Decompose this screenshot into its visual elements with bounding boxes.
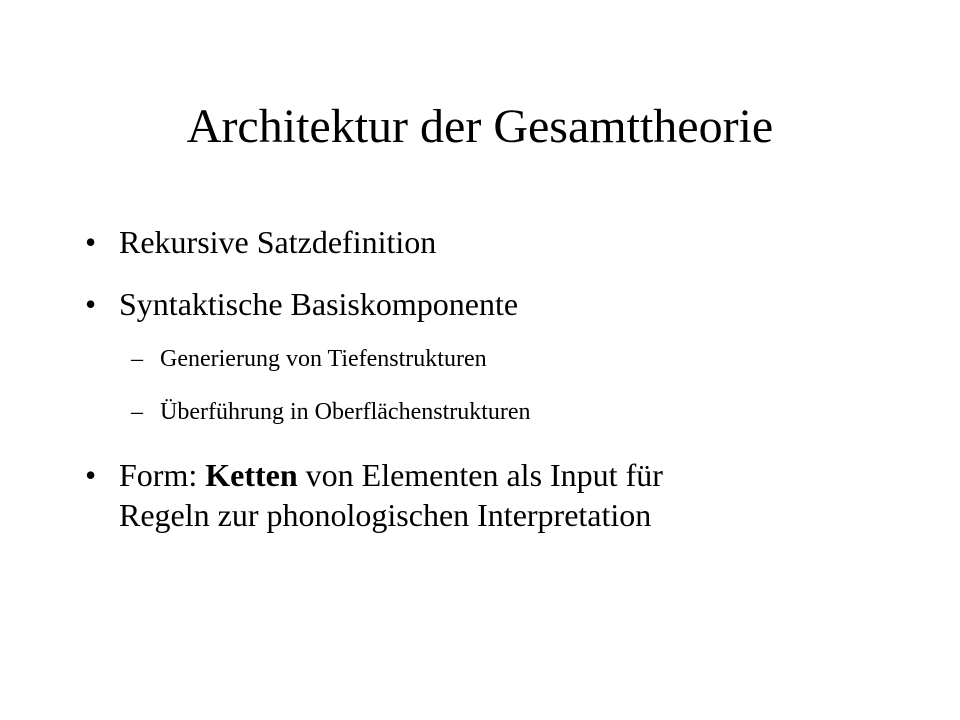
dash-glyph: – bbox=[131, 346, 143, 372]
sub-bullet-text: Generierung von Tiefenstrukturen bbox=[160, 346, 487, 372]
bullet-suffix: von Elementen als Input für bbox=[297, 457, 663, 493]
bullet-text: Rekursive Satzdefinition bbox=[119, 224, 437, 260]
dash-glyph: – bbox=[131, 399, 143, 425]
bullet-glyph: • bbox=[85, 286, 97, 322]
bullet-text: Syntaktische Basiskomponente bbox=[119, 286, 519, 322]
bold-keyword: Ketten bbox=[205, 457, 298, 493]
slide-title: Architektur der Gesamttheorie bbox=[186, 100, 774, 153]
bullet-text-line2: Regeln zur phonologischen Interpretation bbox=[119, 497, 652, 533]
sub-bullet-text: Überführung in Oberflächenstrukturen bbox=[160, 399, 531, 425]
bullet-glyph: • bbox=[85, 224, 97, 260]
bullet-text-line1 bbox=[119, 455, 663, 495]
bullet-prefix: Form: bbox=[119, 457, 206, 493]
bullet-glyph: • bbox=[85, 457, 97, 493]
